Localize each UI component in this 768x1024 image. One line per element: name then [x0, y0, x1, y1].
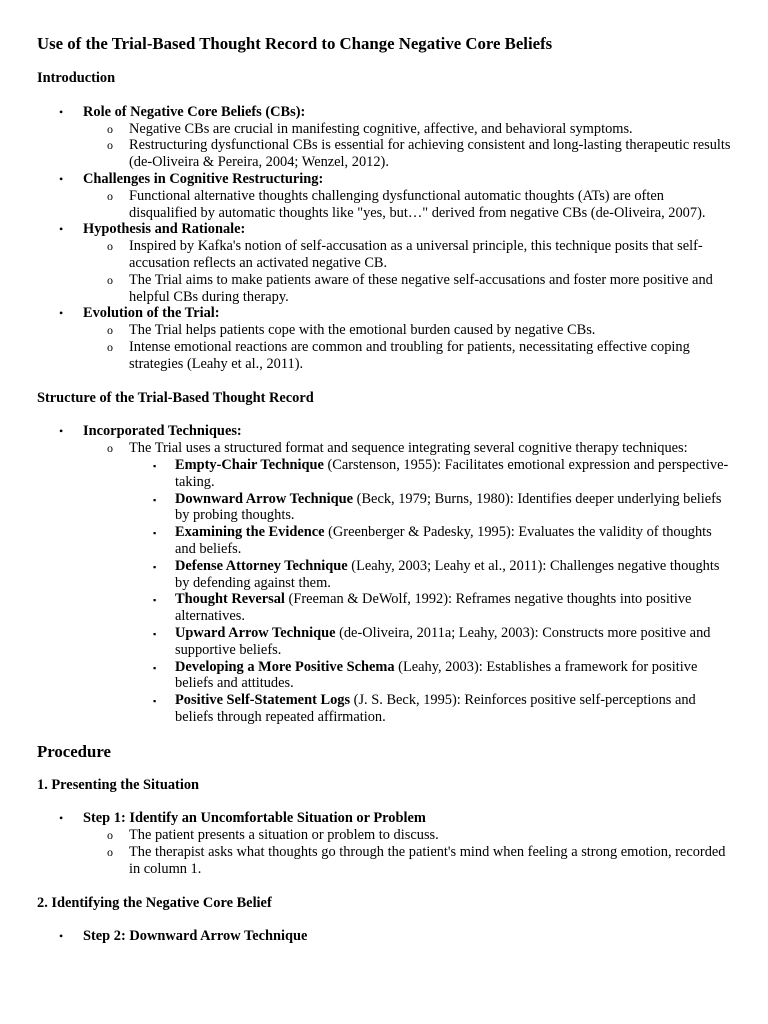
technique-item: [129, 457, 732, 491]
technique-item: [129, 524, 732, 558]
bullet-icon: •: [59, 306, 64, 321]
list-item: [83, 440, 732, 726]
square-bullet-icon: ▪: [153, 494, 157, 505]
technique-name: Positive Self-Statement Logs: [175, 692, 351, 709]
square-bullet-icon: ▪: [153, 561, 157, 572]
intro-list: [37, 104, 732, 373]
square-bullet-icon: ▪: [153, 460, 157, 471]
circle-bullet-icon: o: [107, 188, 113, 203]
circle-bullet-icon: o: [107, 845, 113, 860]
item-text: The patient presents a situation or problem to discuss.: [129, 827, 439, 844]
item-text: Intense emotional reactions are common and troubling for patients, necessitating effective coping strategies (Leahy et al., 2011).: [129, 338, 690, 372]
step2-list: [37, 928, 732, 945]
circle-bullet-icon: o: [107, 272, 113, 287]
techniques-list: [129, 457, 732, 726]
structure-list: [37, 423, 732, 725]
bullet-icon: •: [59, 811, 64, 826]
square-bullet-icon: ▪: [153, 528, 157, 539]
technique-desc: (Carstenson, 1955): Facilitates emotional expression and perspective-taking.: [175, 456, 729, 490]
list-item: [83, 827, 732, 844]
list-item: [37, 221, 732, 305]
technique-desc: (Greenberger & Padesky, 1995): Evaluates the validity of thoughts and beliefs.: [175, 524, 712, 557]
technique-name: Examining the Evidence: [175, 524, 325, 541]
list-item: [83, 844, 732, 878]
technique-desc: (Beck, 1979; Burns, 1980): Identifies deeper underlying beliefs by probing thoughts.: [175, 490, 722, 524]
list-item: [83, 121, 732, 138]
list-item: [83, 272, 732, 306]
technique-item: [129, 491, 732, 525]
technique-name: Defense Attorney Technique: [175, 557, 348, 574]
item-text: The Trial aims to make patients aware of these negative self-accusations and foster more positive and helpful CBs during therapy.: [129, 271, 713, 305]
circle-bullet-icon: o: [107, 121, 113, 136]
item-text: The therapist asks what thoughts go through the patient's mind when feeling a strong emotion, recorded in column 1.: [129, 844, 726, 877]
step1-list: [37, 810, 732, 877]
circle-bullet-icon: o: [107, 239, 113, 254]
circle-bullet-icon: o: [107, 441, 113, 456]
technique-name: Empty-Chair Technique: [175, 456, 324, 473]
list-item: [37, 928, 732, 945]
technique-name: Developing a More Positive Schema: [175, 658, 395, 675]
square-bullet-icon: ▪: [153, 628, 157, 639]
technique-desc: (Leahy, 2003): Establishes a framework for positive beliefs and attitudes.: [175, 658, 698, 692]
technique-desc: (Freeman & DeWolf, 1992): Reframes negative thoughts into positive alternatives.: [175, 591, 692, 625]
technique-name: Downward Arrow Technique: [175, 490, 354, 507]
square-bullet-icon: ▪: [153, 696, 157, 707]
square-bullet-icon: ▪: [153, 595, 157, 606]
technique-item: [129, 692, 732, 726]
document-title: Use of the Trial-Based Thought Record to Change Negative Core Beliefs: [37, 34, 553, 53]
item-text: Functional alternative thoughts challenging dysfunctional automatic thoughts (ATs) are often disqualified by automatic thoughts like "yes, but…" derived from negative CBs (de-Oliveira, 2007).: [129, 187, 706, 221]
square-bullet-icon: ▪: [153, 662, 157, 673]
list-item: [83, 339, 732, 373]
item-text: Negative CBs are crucial in manifesting cognitive, affective, and behavioral symptoms.: [129, 120, 633, 137]
list-item: [83, 137, 732, 171]
technique-item: [129, 558, 732, 592]
item-text: Inspired by Kafka's notion of self-accusation as a universal principle, this technique posits that self-accusation reflects an activated negative CB.: [129, 238, 703, 271]
step1-heading: 1. Presenting the Situation: [37, 776, 200, 793]
list-item: [37, 810, 732, 877]
item-text: The Trial helps patients cope with the emotional burden caused by negative CBs.: [129, 322, 596, 339]
list-item: [37, 104, 732, 171]
technique-item: [129, 659, 732, 693]
item-text: Restructuring dysfunctional CBs is essential for achieving consistent and long-lasting therapeutic results (de-Oliveira & Pereira, 2004; Wenzel, 2012).: [129, 137, 731, 171]
list-item: [37, 171, 732, 221]
list-item: [37, 305, 732, 372]
technique-item: [129, 625, 732, 659]
item-text: The Trial uses a structured format and sequence integrating several cognitive therapy techniques:: [129, 440, 688, 457]
technique-desc: (Leahy, 2003; Leahy et al., 2011): Challenges negative thoughts by defending against them.: [175, 557, 720, 591]
procedure-heading: Procedure: [37, 741, 111, 761]
item-label: Evolution of the Trial:: [83, 305, 220, 322]
bullet-icon: •: [59, 222, 64, 237]
technique-name: Upward Arrow Technique: [175, 624, 336, 641]
technique-desc: (J. S. Beck, 1995): Reinforces positive self-perceptions and beliefs through repeated affirmation.: [175, 692, 696, 725]
list-item: [83, 322, 732, 339]
circle-bullet-icon: o: [107, 828, 113, 843]
item-label: Step 2: Downward Arrow Technique: [83, 928, 308, 945]
technique-item: [129, 591, 732, 625]
technique-name: Thought Reversal: [175, 591, 285, 608]
circle-bullet-icon: o: [107, 138, 113, 153]
structure-heading: Structure of the Trial-Based Thought Record: [37, 389, 314, 406]
circle-bullet-icon: o: [107, 339, 113, 354]
bullet-icon: •: [59, 424, 64, 439]
list-item: [37, 423, 732, 725]
technique-desc: (de-Oliveira, 2011a; Leahy, 2003): Constructs more positive and supportive beliefs.: [175, 624, 711, 658]
item-label: Role of Negative Core Beliefs (CBs):: [83, 103, 306, 120]
bullet-icon: •: [59, 171, 64, 186]
step2-heading: 2. Identifying the Negative Core Belief: [37, 894, 272, 911]
item-label: Step 1: Identify an Uncomfortable Situation or Problem: [83, 810, 426, 827]
item-label: Incorporated Techniques:: [83, 423, 242, 440]
intro-heading: Introduction: [37, 70, 116, 86]
list-item: [83, 188, 732, 222]
item-label: Challenges in Cognitive Restructuring:: [83, 170, 324, 187]
circle-bullet-icon: o: [107, 323, 113, 338]
bullet-icon: •: [59, 104, 64, 119]
list-item: [83, 238, 732, 272]
bullet-icon: •: [59, 929, 64, 944]
item-label: Hypothesis and Rationale:: [83, 221, 246, 238]
